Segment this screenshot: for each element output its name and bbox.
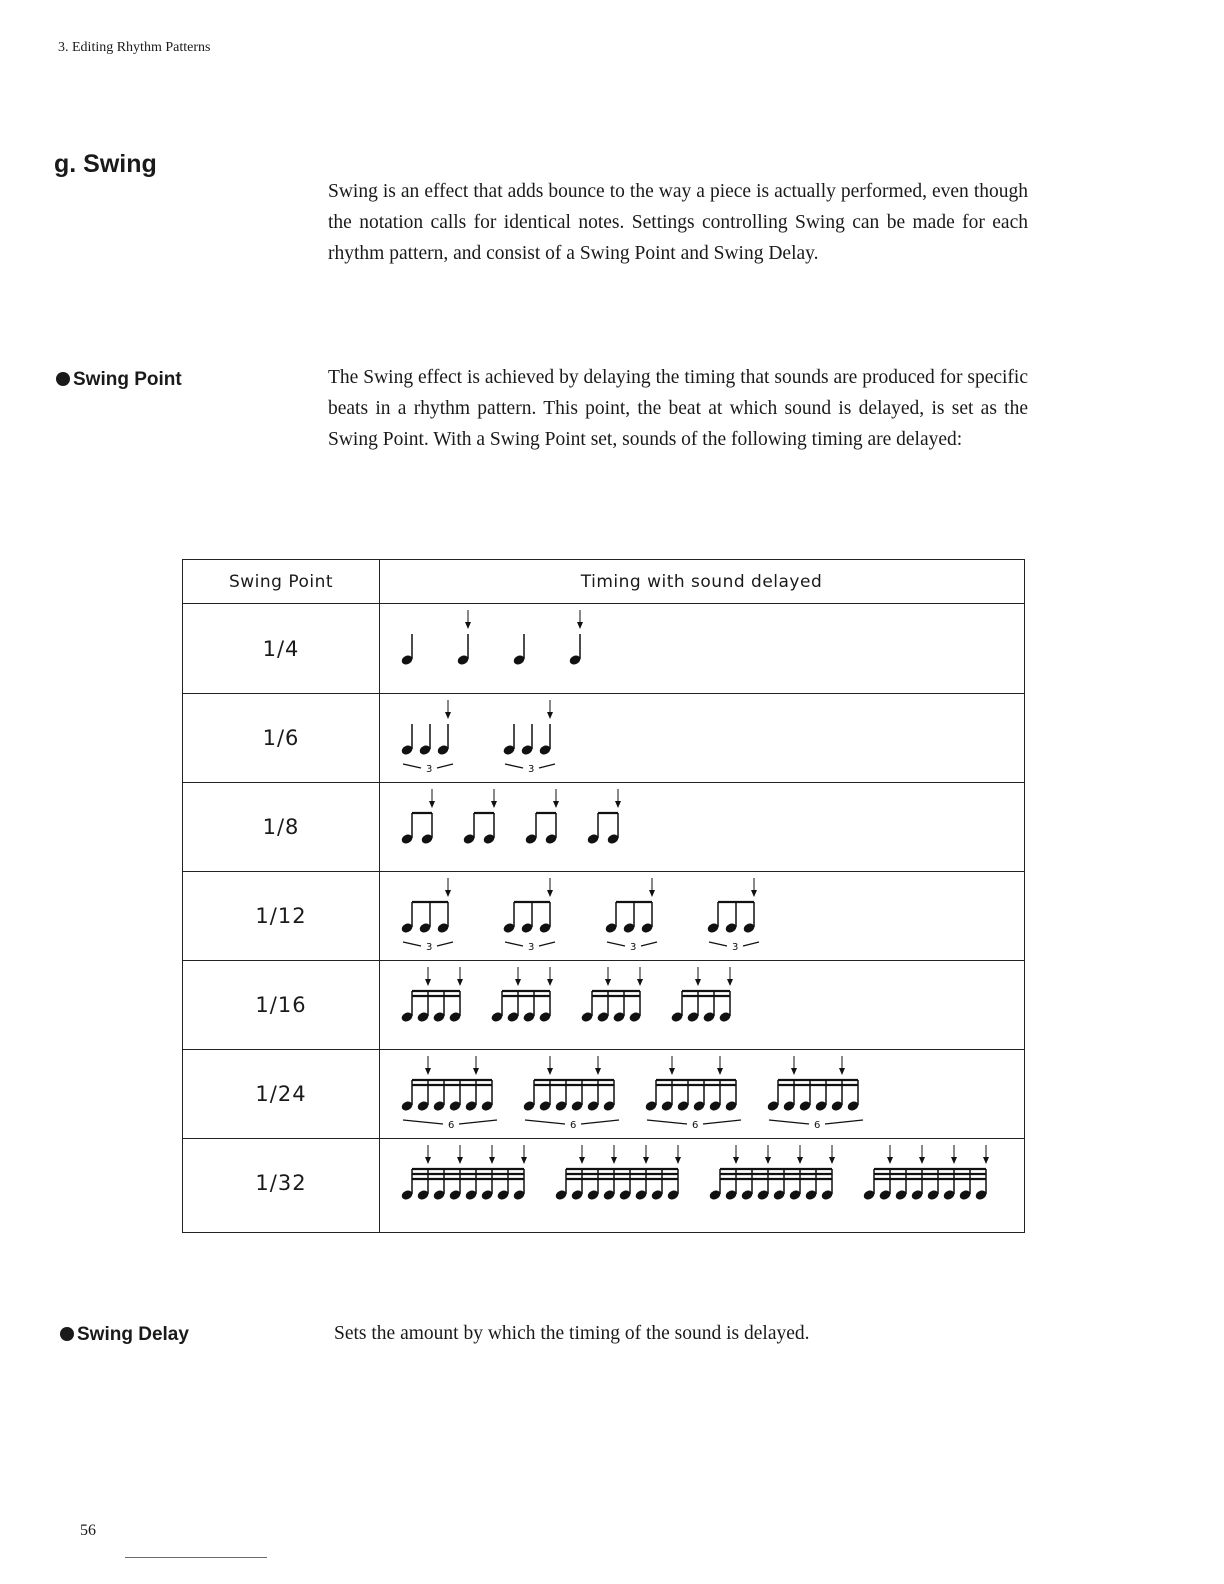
tuplet-number: 3 [732, 942, 739, 953]
swing-point-heading-text: Swing Point [73, 369, 182, 390]
delay-arrowhead [473, 1068, 479, 1075]
delay-arrowhead [983, 1157, 989, 1164]
delay-arrowhead [547, 1068, 553, 1075]
delay-arrowhead [553, 801, 559, 808]
note-group [568, 610, 583, 666]
intro-paragraph: Swing is an effect that adds bounce to the way a piece is actually performed, even though the notation calls for identical notes. Settings controlling Swing can be made for each rhythm pattern, and consist of a Swing Point and Swing Delay. [328, 181, 1028, 264]
note-group [862, 1145, 989, 1201]
delay-arrowhead [919, 1157, 925, 1164]
table-row [183, 960, 1024, 1049]
table-row [183, 871, 1024, 960]
delay-arrowhead [611, 1157, 617, 1164]
delay-arrowhead [595, 1068, 601, 1075]
note-group [490, 967, 553, 1023]
rhythm-notation [383, 961, 1023, 1050]
note-group [462, 789, 497, 845]
delay-arrowhead [457, 1157, 463, 1164]
tuplet-bracket [437, 764, 453, 768]
swing-point-paragraph: The Swing effect is achieved by delaying the timing that sounds are produced for specific beats in a rhythm pattern. This point, the beat at which sound is delayed, is set as the Swing Point. With a Swing Point set, sounds of the following timing are delayed: [328, 367, 1028, 450]
note-group [400, 700, 453, 775]
tuplet-number: 6 [814, 1120, 821, 1131]
note-group [400, 1056, 497, 1131]
note-group [456, 610, 471, 666]
delay-arrowhead [547, 979, 553, 986]
tuplet-bracket [539, 942, 555, 946]
column-divider [379, 560, 380, 1232]
rhythm-notation [383, 694, 1023, 783]
note-group [502, 878, 555, 953]
swing-delay-heading [60, 1324, 189, 1346]
bullet-icon [60, 1327, 74, 1341]
delay-arrowhead [605, 979, 611, 986]
swing-point-value: 1/16 [255, 993, 307, 1017]
running-head: 3. Editing Rhythm Patterns [58, 40, 211, 55]
delay-arrowhead [615, 801, 621, 808]
bullet-icon [56, 372, 70, 386]
tuplet-bracket [505, 942, 523, 946]
delay-arrowhead [643, 1157, 649, 1164]
delay-arrowhead [445, 712, 451, 719]
tuplet-bracket [437, 942, 453, 946]
swing-point-value: 1/12 [255, 904, 307, 928]
swing-point-value: 1/6 [262, 726, 300, 750]
rhythm-notation [383, 1050, 1023, 1139]
rhythm-notation [383, 783, 1023, 872]
note-group [400, 1145, 527, 1201]
tuplet-number: 3 [630, 942, 637, 953]
note-group [400, 789, 435, 845]
table-header-swing-point: Swing Point [183, 560, 379, 604]
tuplet-bracket [743, 942, 759, 946]
note-group [522, 1056, 619, 1131]
delay-arrowhead [733, 1157, 739, 1164]
note-group [512, 634, 526, 666]
note-group [502, 700, 555, 775]
tuplet-bracket [525, 1120, 565, 1124]
tuplet-bracket [459, 1120, 497, 1124]
tuplet-bracket [403, 942, 421, 946]
table-row [183, 1049, 1024, 1138]
tuplet-bracket [581, 1120, 619, 1124]
delay-arrowhead [425, 979, 431, 986]
delay-arrowhead [465, 622, 471, 629]
note-group [670, 967, 733, 1023]
delay-arrowhead [887, 1157, 893, 1164]
rhythm-notation [383, 872, 1023, 961]
delay-arrowhead [765, 1157, 771, 1164]
tuplet-number: 6 [692, 1120, 699, 1131]
note-group [400, 634, 414, 666]
delay-arrowhead [491, 801, 497, 808]
delay-arrowhead [839, 1068, 845, 1075]
swing-point-value: 1/24 [255, 1082, 307, 1106]
note-group [604, 878, 657, 953]
delay-arrowhead [457, 979, 463, 986]
delay-arrowhead [717, 1068, 723, 1075]
delay-arrowhead [695, 979, 701, 986]
swing-delay-heading-text: Swing Delay [77, 1324, 189, 1345]
note-group [554, 1145, 681, 1201]
note-group [400, 967, 463, 1023]
delay-arrowhead [429, 801, 435, 808]
delay-arrowhead [829, 1157, 835, 1164]
delay-arrowhead [727, 979, 733, 986]
delay-arrowhead [579, 1157, 585, 1164]
note-group [580, 967, 643, 1023]
note-group [524, 789, 559, 845]
delay-arrowhead [797, 1157, 803, 1164]
page-number: 56 [80, 1522, 96, 1539]
tuplet-number: 3 [528, 942, 535, 953]
table-header-timing: Timing with sound delayed [379, 560, 1024, 604]
tuplet-number: 3 [426, 764, 433, 775]
tuplet-number: 3 [528, 764, 535, 775]
swing-point-table [182, 559, 1025, 1233]
swing-point-value: 1/32 [255, 1171, 307, 1195]
delay-arrowhead [751, 890, 757, 897]
swing-point-value: 1/8 [262, 815, 300, 839]
delay-arrowhead [637, 979, 643, 986]
tuplet-bracket [769, 1120, 809, 1124]
tuplet-bracket [403, 1120, 443, 1124]
delay-arrowhead [791, 1068, 797, 1075]
tuplet-bracket [403, 764, 421, 768]
note-group [644, 1056, 741, 1131]
delay-arrowhead [521, 1157, 527, 1164]
table-row [183, 604, 1024, 693]
delay-arrowhead [547, 890, 553, 897]
delay-arrowhead [669, 1068, 675, 1075]
tuplet-bracket [539, 764, 555, 768]
note-group [766, 1056, 863, 1131]
table-row [183, 782, 1024, 871]
delay-arrowhead [515, 979, 521, 986]
note-group [706, 878, 759, 953]
footer-rule [125, 1557, 267, 1558]
rhythm-notation [383, 1139, 1023, 1228]
delay-arrowhead [577, 622, 583, 629]
table-row [183, 1138, 1024, 1227]
tuplet-bracket [647, 1120, 687, 1124]
rhythm-notation [383, 604, 1023, 693]
delay-arrowhead [547, 712, 553, 719]
delay-arrowhead [425, 1157, 431, 1164]
swing-point-value: 1/4 [262, 636, 300, 661]
tuplet-bracket [709, 942, 727, 946]
delay-arrowhead [445, 890, 451, 897]
delay-arrowhead [649, 890, 655, 897]
tuplet-bracket [641, 942, 657, 946]
note-group [586, 789, 621, 845]
section-title: g. Swing [54, 150, 157, 178]
tuplet-bracket [703, 1120, 741, 1124]
tuplet-bracket [825, 1120, 863, 1124]
tuplet-bracket [505, 764, 523, 768]
delay-arrowhead [489, 1157, 495, 1164]
tuplet-number: 3 [426, 942, 433, 953]
delay-arrowhead [951, 1157, 957, 1164]
table-row [183, 693, 1024, 782]
table-body [183, 604, 1024, 1232]
tuplet-bracket [607, 942, 625, 946]
delay-arrowhead [675, 1157, 681, 1164]
tuplet-number: 6 [570, 1120, 577, 1131]
swing-point-heading [56, 369, 182, 391]
note-group [400, 878, 453, 953]
delay-arrowhead [425, 1068, 431, 1075]
swing-delay-paragraph: Sets the amount by which the timing of the sound is delayed. [334, 1323, 810, 1344]
tuplet-number: 6 [448, 1120, 455, 1131]
note-group [708, 1145, 835, 1201]
